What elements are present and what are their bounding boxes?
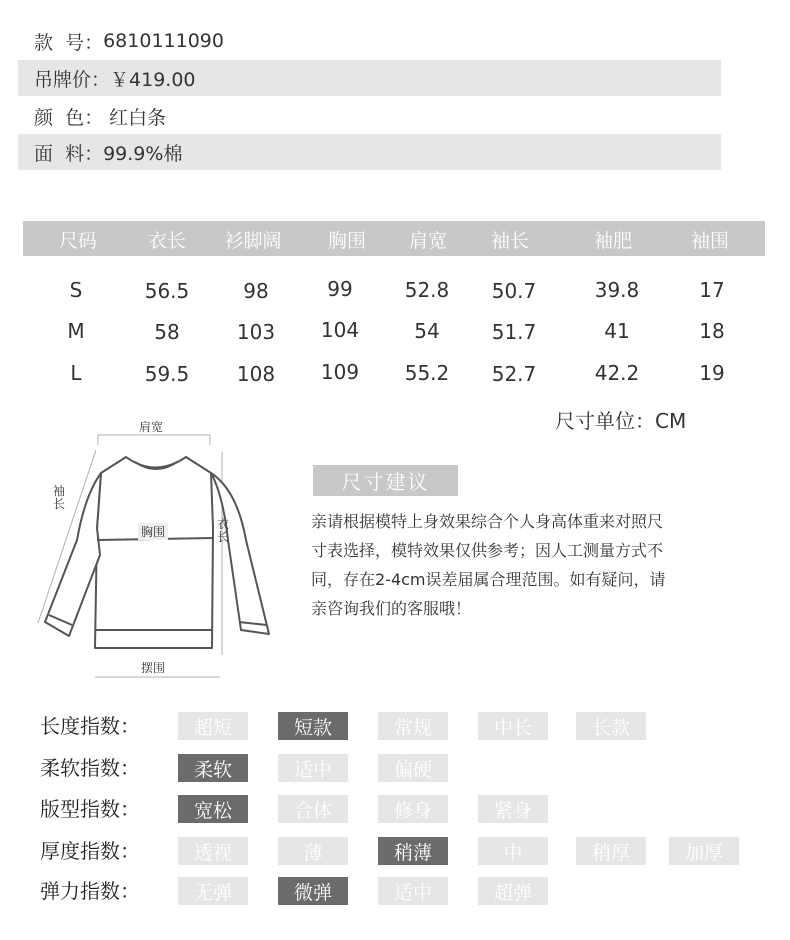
fit-index-row [40,794,780,824]
length-index-row [40,711,780,741]
cell-shoulder: 55.2 [404,361,450,385]
info-color [18,98,721,134]
cell-hem-width: 103 [236,320,276,344]
index-option: 超短 [178,712,248,740]
cell-cuff: 19 [699,361,725,385]
softness-index-row [40,753,780,783]
header-length: 衣长 [147,230,187,252]
advice-line: 寸表选择，模特效果仅供参考；因人工测量方式不 [311,541,664,560]
index-option-selected: 宽松 [178,795,248,823]
diagram-label-hem: 摆围 [141,661,166,675]
index-option: 加厚 [669,837,739,865]
index-option-selected: 稍薄 [378,837,448,865]
index-label: 厚度指数： [40,839,140,863]
index-label: 版型指数： [40,797,140,821]
garment-diagram [25,410,285,680]
info-label: 颜 色： [34,106,104,129]
diagram-label-body-length: 衣长 [216,517,229,544]
info-label: 吊牌价： [34,68,111,91]
thickness-index-row [40,836,780,866]
advice-line: 同，存在2-4cm误差届属合理范围。如有疑问，请 [311,570,666,589]
cell-chest: 99 [327,277,353,301]
header-hem-width: 衫脚阔 [224,230,282,252]
info-value: 99.9%棉 [103,142,183,165]
cell-hem-width: 108 [236,362,276,386]
index-option: 无弹 [178,877,248,905]
header-size: 尺码 [58,230,98,252]
unit-note: 尺寸单位：CM [555,409,687,433]
index-label: 柔软指数： [40,756,140,780]
advice-line: 亲请根据模特上身效果综合个人身高体重来对照尺 [311,512,664,531]
table-row [0,319,790,349]
index-option: 常规 [378,712,448,740]
cell-sleeve-length: 51.7 [491,320,537,344]
cell-cuff: 17 [699,278,725,302]
advice-text [311,507,731,623]
index-label: 长度指数： [40,714,140,738]
index-option: 适中 [378,877,448,905]
header-sleeve-width: 袖肥 [593,230,633,252]
diagram-label-chest: 胸围 [138,523,168,540]
info-value: 红白条 [103,106,167,129]
info-label: 面 料： [34,142,104,165]
cell-cuff: 18 [699,319,725,343]
cell-size: L [70,361,82,385]
cell-size: S [69,278,83,302]
index-option: 紧身 [478,795,548,823]
elasticity-index-row [40,876,780,906]
header-shoulder: 肩宽 [408,230,448,252]
diagram-label-sleeve-length: 袖长 [52,484,65,511]
cell-size: M [67,319,85,343]
index-option-selected: 柔软 [178,754,248,782]
index-option: 稍厚 [576,837,646,865]
index-option: 中长 [478,712,548,740]
index-option: 中 [478,837,548,865]
info-value: 6810111090 [103,30,224,52]
diagram-label-shoulder: 肩宽 [139,420,164,434]
index-option: 合体 [278,795,348,823]
index-option: 超弹 [478,877,548,905]
cell-length: 58 [154,320,180,344]
cell-shoulder: 54 [414,319,440,343]
index-option-selected: 短款 [278,712,348,740]
header-sleeve-length: 袖长 [490,230,530,252]
cell-sleeve-length: 52.7 [491,362,537,386]
index-option: 长款 [576,712,646,740]
index-option: 修身 [378,795,448,823]
header-cuff: 袖围 [690,230,730,252]
index-option: 偏硬 [378,754,448,782]
table-row [0,278,790,308]
index-option: 适中 [278,754,348,782]
index-option-selected: 微弹 [278,877,348,905]
cell-length: 59.5 [144,362,190,386]
cell-chest: 104 [320,318,360,342]
cell-sleeve-width: 42.2 [594,361,640,385]
index-option: 透视 [178,837,248,865]
cell-sleeve-length: 50.7 [491,279,537,303]
table-row [0,361,790,391]
size-table-header [23,221,765,256]
advice-title: 尺寸建议 [313,465,458,496]
index-option: 薄 [278,837,348,865]
advice-line: 亲咨询我们的客服哦！ [311,599,472,618]
cell-length: 56.5 [144,279,190,303]
info-value: ￥419.00 [110,68,196,91]
index-label: 弹力指数： [40,879,140,903]
cell-sleeve-width: 39.8 [594,278,640,302]
info-label: 款 号： [34,31,104,54]
sweater-outline-icon [25,410,285,680]
cell-chest: 109 [320,360,360,384]
cell-shoulder: 52.8 [404,278,450,302]
info-fabric [18,134,721,170]
info-style-number [18,23,721,59]
header-chest: 胸围 [327,230,367,252]
cell-sleeve-width: 41 [604,319,630,343]
info-tag-price [18,60,721,96]
cell-hem-width: 98 [243,279,269,303]
